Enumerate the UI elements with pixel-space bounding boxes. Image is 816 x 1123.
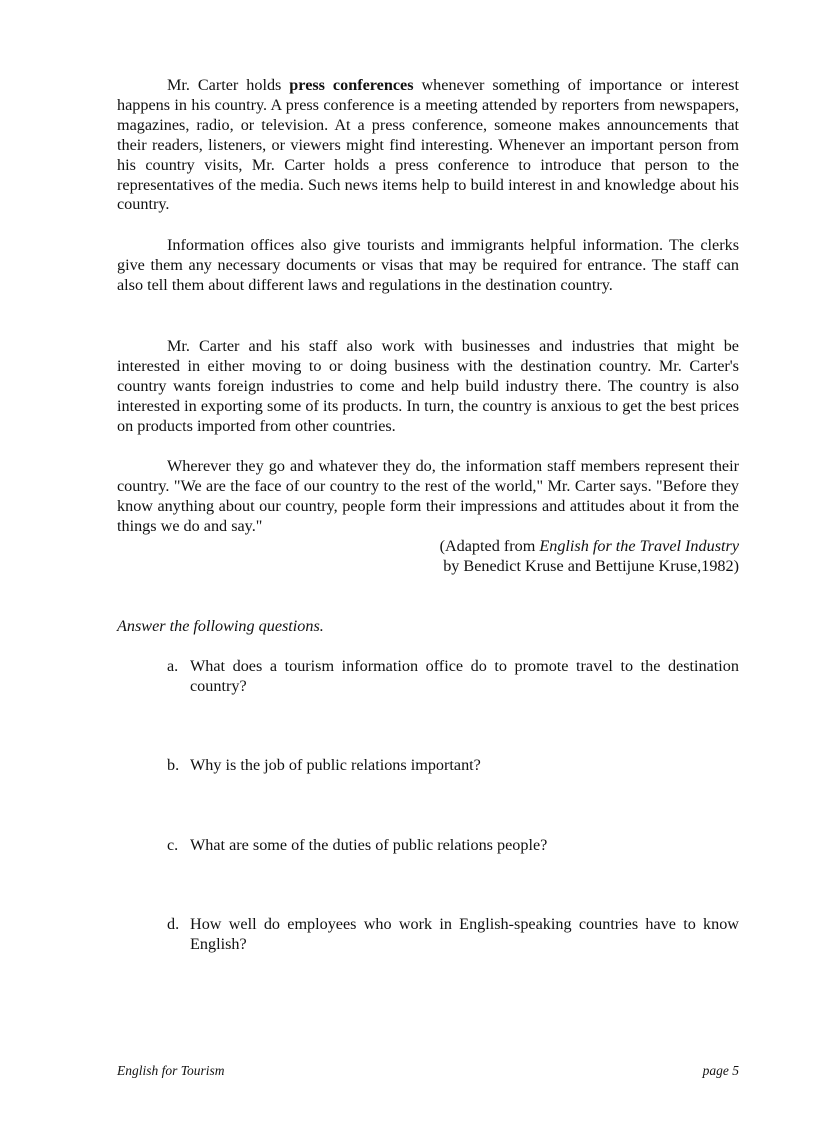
citation-prefix: (Adapted from [439, 537, 540, 555]
question-text: How well do employees who work in English-speaking countries have to know English? [190, 915, 739, 953]
paragraph-information-offices: Information offices also give tourists and immigrants helpful information. The clerks give them any necessary documents or visas that may be required for entrance. The staff can also tell them about different laws and regulations in the destination country. [117, 236, 739, 294]
paragraph-press-conferences [117, 76, 739, 215]
question-text: What does a tourism information office do to promote travel to the destination country? [190, 657, 739, 695]
question-d [167, 914, 739, 954]
paragraph-text-start: Mr. Carter holds [167, 76, 290, 94]
document-page [117, 0, 739, 1123]
question-a [167, 656, 739, 696]
instruction-heading: Answer the following questions. [117, 617, 324, 635]
question-letter: a. [167, 657, 179, 675]
citation-line-1 [117, 537, 739, 557]
bold-term-press-conferences: press conferences [289, 76, 414, 94]
citation-line-2: by Benedict Kruse and Bettijune Kruse,1982) [443, 557, 739, 575]
footer-book-title: English for Tourism [117, 1063, 225, 1078]
footer-page-number: page 5 [702, 1063, 739, 1078]
paragraph-information-staff: Wherever they go and whatever they do, the information staff members represent their country. "We are the face of our country to the rest of the world," Mr. Carter says. "Before they know anything about our country, people form their impressions and attitudes about it from the things we do and say." [117, 457, 739, 535]
question-text: What are some of the duties of public relations people? [190, 836, 548, 854]
question-letter: c. [167, 836, 179, 854]
citation-book-title: English for the Travel Industry [539, 537, 739, 555]
question-letter: b. [167, 756, 180, 774]
question-letter: d. [167, 915, 180, 933]
paragraph-businesses-industries: Mr. Carter and his staff also work with businesses and industries that might be interested in either moving to or doing business with the destination country. Mr. Carter's country wants foreign industries to come and help build industry there. The country is also interested in exporting some of its products. In turn, the country is anxious to get the best prices on products imported from other countries. [117, 337, 739, 435]
question-c [167, 835, 739, 855]
question-text: Why is the job of public relations important? [190, 756, 481, 774]
paragraph-text-rest: whenever something of importance or interest happens in his country. A press conference is a meeting attended by reporters from newspapers, magazines, radio, or television. At a press conference, someone makes announcements that their readers, listeners, or viewers might find interesting. Whenever an important person from his country visits, Mr. Carter holds a press conference to introduce that person to the representatives of the media. Such news items help to build interest in and knowledge about his country. [117, 76, 739, 214]
question-b [167, 755, 739, 775]
